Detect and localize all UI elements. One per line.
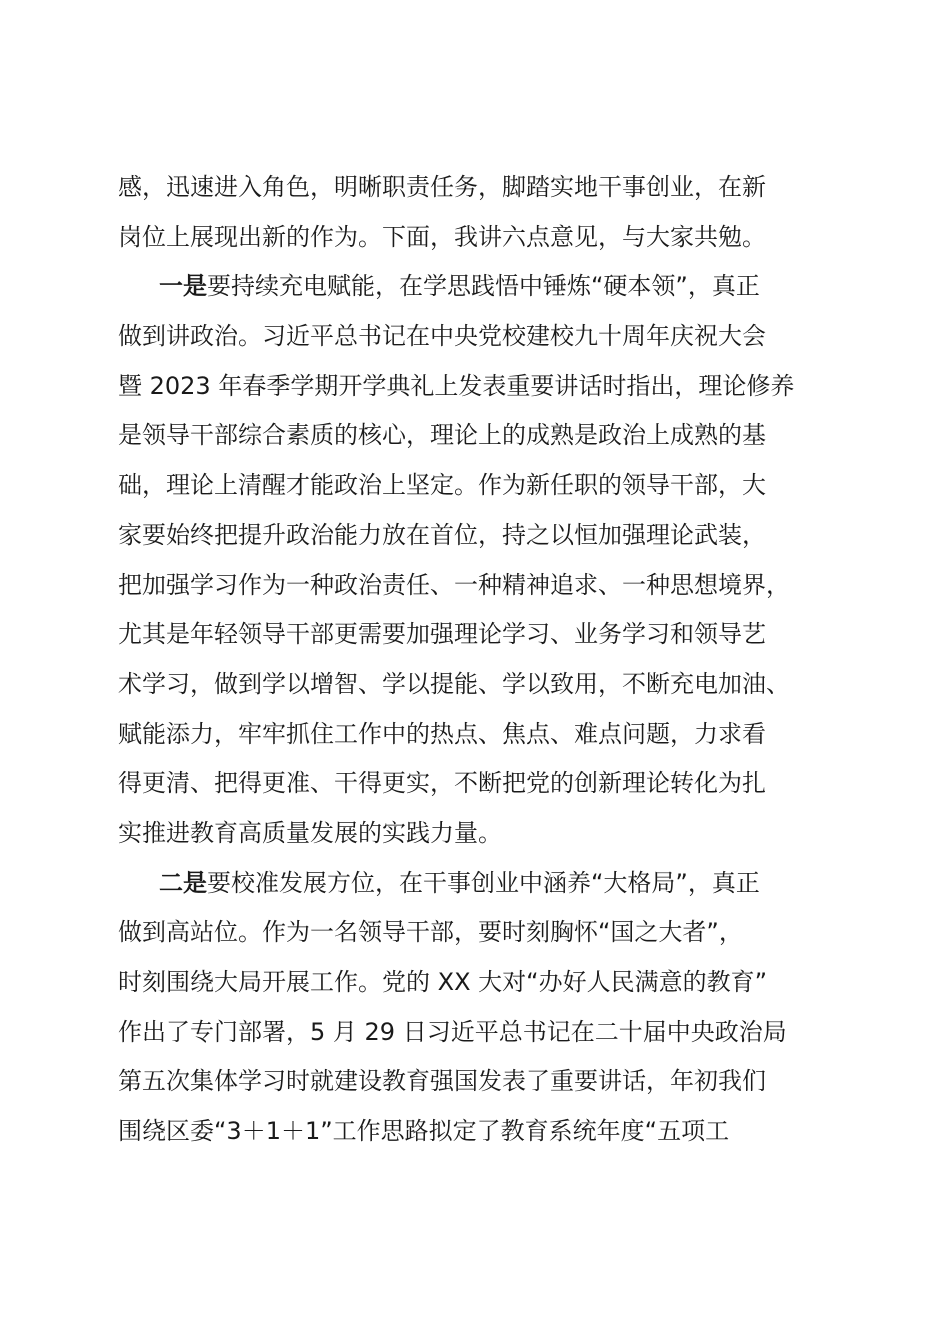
text-line-17: 时刻围绕大局开展工作。党的 XX 大对“办好人民满意的教育” xyxy=(118,968,768,996)
text-line-8: 家要始终把提升政治能力放在首位，持之以恒加强理论武装， xyxy=(118,520,766,549)
text-line-9: 把加强学习作为一种政治责任、一种精神追求、一种思想境界， xyxy=(118,570,790,599)
text-line-10: 尤其是年轻领导干部更需要加强理论学习、业务学习和领导艺 xyxy=(118,620,766,649)
point-two-heading-text: 要校准发展方位，在干事创业中涵养“大格局”，真正 xyxy=(207,868,760,897)
text-line-12: 赋能添力，牢牢抓住工作中的热点、焦点、难点问题，力求看 xyxy=(118,719,766,748)
text-line-20: 围绕区委“3＋1＋1”工作思路拟定了教育系统年度“五项工 xyxy=(118,1117,730,1146)
point-one-lead: 一是 xyxy=(159,272,207,301)
text-line-4: 做到讲政治。习近平总书记在中央党校建校九十周年庆祝大会 xyxy=(118,322,766,351)
text-line-5: 暨 2023 年春季学期开学典礼上发表重要讲话时指出，理论修养 xyxy=(118,371,795,400)
text-line-14: 实推进教育高质量发展的实践力量。 xyxy=(118,818,502,847)
text-line-3 xyxy=(118,262,833,312)
text-line-7: 础，理论上清醒才能政治上坚定。作为新任职的领导干部，大 xyxy=(118,471,766,500)
text-line-13: 得更清、把得更准、干得更实，不断把党的创新理论转化为扎 xyxy=(118,769,766,798)
text-line-2: 岗位上展现出新的作为。下面，我讲六点意见，与大家共勉。 xyxy=(118,222,766,251)
point-one-heading-text: 要持续充电赋能，在学思践悟中锤炼“硬本领”，真正 xyxy=(207,272,760,301)
text-line-16: 做到高站位。作为一名领导干部，要时刻胸怀“国之大者”， xyxy=(118,918,743,947)
text-line-15 xyxy=(118,859,833,909)
body-text xyxy=(118,163,833,1157)
text-line-18: 作出了专门部署，5 月 29 日习近平总书记在二十届中央政治局 xyxy=(118,1017,787,1046)
text-line-19: 第五次集体学习时就建设教育强国发表了重要讲话，年初我们 xyxy=(118,1067,766,1096)
text-line-1: 感，迅速进入角色，明晰职责任务，脚踏实地干事创业，在新 xyxy=(118,173,766,201)
text-line-11: 术学习，做到学以增智、学以提能、学以致用，不断充电加油、 xyxy=(118,669,790,698)
point-two-lead: 二是 xyxy=(159,868,207,897)
text-line-6: 是领导干部综合素质的核心，理论上的成熟是政治上成熟的基 xyxy=(118,421,766,450)
